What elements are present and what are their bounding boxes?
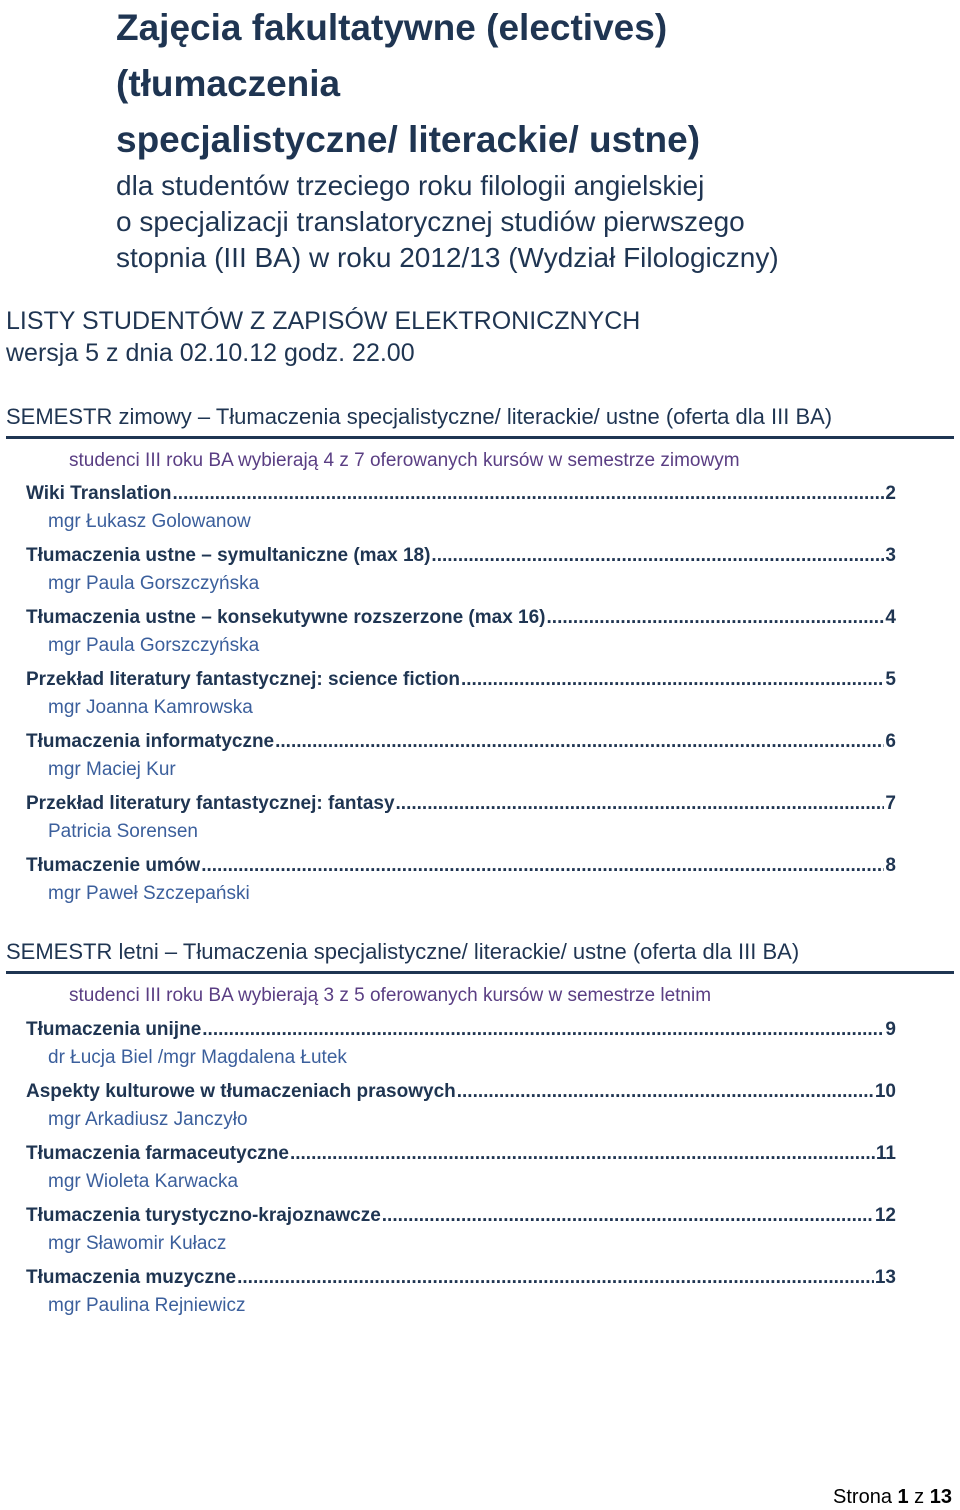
document-title	[116, 0, 946, 168]
toc-line[interactable]	[26, 1016, 896, 1044]
page-number: 11	[875, 1143, 896, 1164]
dot-leader	[290, 1140, 875, 1168]
course-teacher: mgr Paweł Szczepański	[48, 883, 250, 904]
course-entry[interactable]	[26, 1016, 896, 1078]
toc-line[interactable]	[26, 1140, 896, 1168]
course-teacher: mgr Sławomir Kułacz	[48, 1233, 227, 1254]
course-teacher: mgr Paula Gorszczyńska	[48, 573, 260, 594]
course-teacher: mgr Arkadiusz Janczyło	[48, 1109, 248, 1130]
page-number: 5	[885, 669, 896, 690]
course-title: Przekład literatury fantastycznej: science fiction	[26, 669, 460, 690]
course-title: Tłumaczenia informatyczne	[26, 731, 275, 752]
page-number: 2	[885, 483, 896, 504]
course-title: Aspekty kulturowe w tłumaczeniach prasowych	[26, 1081, 456, 1102]
course-entry[interactable]	[26, 604, 896, 666]
footer-total-pages: 13	[929, 1486, 952, 1508]
toc-line[interactable]	[26, 666, 896, 694]
winter-course-list	[26, 480, 896, 914]
toc-line[interactable]	[26, 480, 896, 508]
course-teacher: mgr Paula Gorszczyńska	[48, 635, 260, 656]
page-number: 12	[874, 1205, 896, 1226]
dot-leader	[201, 852, 884, 880]
dot-leader	[382, 1202, 874, 1230]
toc-line[interactable]	[26, 728, 896, 756]
dot-leader	[237, 1264, 874, 1292]
document-subtitle	[116, 168, 946, 276]
footer-of: z	[908, 1486, 930, 1508]
course-entry[interactable]	[26, 480, 896, 542]
dot-leader	[457, 1078, 874, 1106]
course-entry[interactable]	[26, 1202, 896, 1264]
course-entry[interactable]	[26, 1264, 896, 1326]
title-line: (tłumaczenia	[116, 63, 341, 104]
course-entry[interactable]	[26, 1078, 896, 1140]
summer-course-list	[26, 1016, 896, 1326]
page-number: 9	[885, 1019, 896, 1040]
dot-leader	[431, 542, 884, 570]
page-number: 8	[885, 855, 896, 876]
course-title: Tłumaczenia unijne	[26, 1019, 202, 1040]
course-teacher: mgr Maciej Kur	[48, 759, 176, 780]
page-number: 3	[885, 545, 896, 566]
page-number: 10	[874, 1081, 896, 1102]
course-entry[interactable]	[26, 666, 896, 728]
course-teacher: mgr Wioleta Karwacka	[48, 1171, 239, 1192]
course-title: Wiki Translation	[26, 483, 172, 504]
dot-leader	[202, 1016, 884, 1044]
course-title: Tłumaczenia muzyczne	[26, 1267, 237, 1288]
dot-leader	[547, 604, 885, 632]
footer-page-number: 1	[897, 1486, 909, 1508]
page-number: 4	[885, 607, 896, 628]
course-teacher: mgr Joanna Kamrowska	[48, 697, 253, 718]
dot-leader	[173, 480, 885, 508]
summer-semester-note: studenci III roku BA wybierają 3 z 5 oferowanych kursów w semestrze letnim	[69, 985, 712, 1006]
page-number: 13	[874, 1267, 896, 1288]
subtitle-line: o specjalizacji translatorycznej studiów pierwszego	[116, 206, 745, 237]
subtitle-line: dla studentów trzeciego roku filologii angielskiej	[116, 170, 705, 201]
course-entry[interactable]	[26, 790, 896, 852]
dot-leader	[396, 790, 885, 818]
dot-leader	[461, 666, 884, 694]
subtitle-line: stopnia (III BA) w roku 2012/13 (Wydział Filologiczny)	[116, 242, 779, 273]
course-entry[interactable]	[26, 542, 896, 604]
course-teacher: dr Łucja Biel /mgr Magdalena Łutek	[48, 1047, 347, 1068]
lists-title: LISTY STUDENTÓW Z ZAPISÓW ELEKTRONICZNYCH	[6, 307, 641, 335]
course-entry[interactable]	[26, 1140, 896, 1202]
course-title: Tłumaczenia farmaceutyczne	[26, 1143, 289, 1164]
winter-semester-note: studenci III roku BA wybierają 4 z 7 oferowanych kursów w semestrze zimowym	[69, 450, 740, 471]
course-title: Tłumaczenia turystyczno-krajoznawcze	[26, 1205, 381, 1226]
course-title: Tłumaczenia ustne – konsekutywne rozszerzone (max 16)	[26, 607, 546, 628]
course-title: Przekład literatury fantastycznej: fantasy	[26, 793, 395, 814]
dot-leader	[275, 728, 884, 756]
student-lists-header	[6, 305, 906, 369]
course-title: Tłumaczenie umów	[26, 855, 201, 876]
summer-semester-heading: SEMESTR letni – Tłumaczenia specjalistyczne/ literackie/ ustne (oferta dla III BA)	[6, 937, 954, 974]
toc-line[interactable]	[26, 852, 896, 880]
toc-line[interactable]	[26, 790, 896, 818]
course-entry[interactable]	[26, 852, 896, 914]
toc-line[interactable]	[26, 1078, 896, 1106]
page-number: 6	[885, 731, 896, 752]
version-info: wersja 5 z dnia 02.10.12 godz. 22.00	[6, 339, 415, 367]
course-teacher: mgr Paulina Rejniewicz	[48, 1295, 246, 1316]
title-line: specjalistyczne/ literackie/ ustne)	[116, 119, 701, 160]
course-teacher: mgr Łukasz Golowanow	[48, 511, 251, 532]
page-footer	[833, 1484, 952, 1510]
page-number: 7	[885, 793, 896, 814]
footer-label: Strona	[833, 1486, 898, 1508]
toc-line[interactable]	[26, 1264, 896, 1292]
title-line: Zajęcia fakultatywne (electives)	[116, 7, 668, 48]
toc-line[interactable]	[26, 1202, 896, 1230]
course-title: Tłumaczenia ustne – symultaniczne (max 18)	[26, 545, 431, 566]
course-entry[interactable]	[26, 728, 896, 790]
toc-line[interactable]	[26, 604, 896, 632]
course-teacher: Patricia Sorensen	[48, 821, 198, 842]
winter-semester-heading: SEMESTR zimowy – Tłumaczenia specjalistyczne/ literackie/ ustne (oferta dla III BA)	[6, 402, 954, 439]
toc-line[interactable]	[26, 542, 896, 570]
